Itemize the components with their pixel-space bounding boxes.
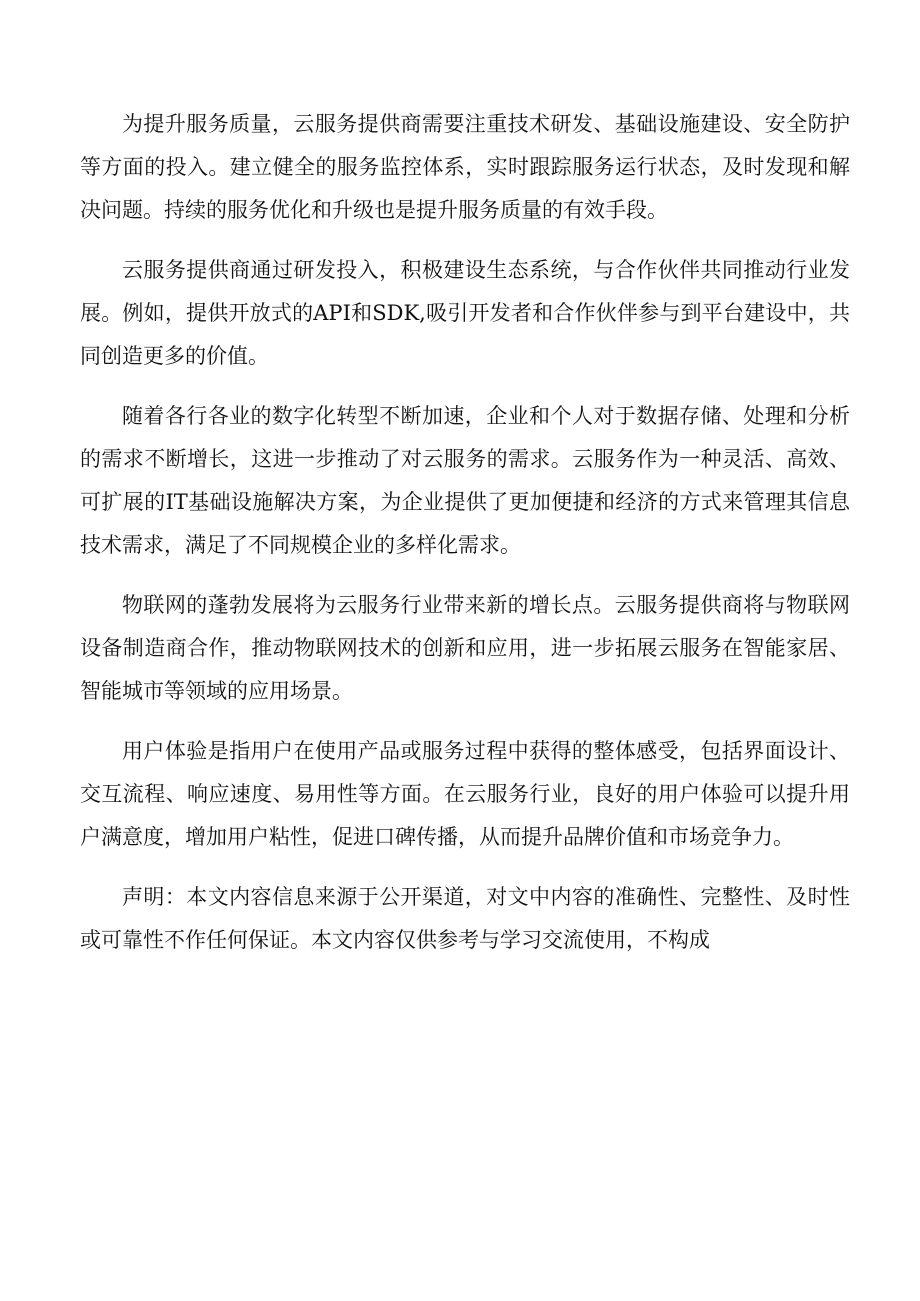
paragraph-user-experience: 用户体验是指用户在使用产品或服务过程中获得的整体感受，包括界面设计、交互流程、响应速度、易用性等方面。在云服务行业，良好的用户体验可以提升用户满意度，增加用户粘性，促进口碑传播，从而提升品牌价值和市场竞争力。	[80, 739, 850, 849]
paragraph-iot: 物联网的蓬勃发展将为云服务行业带来新的增长点。云服务提供商将与物联网设备制造商合作，推动物联网技术的创新和应用，进一步拓展云服务在智能家居、智能城市等领域的应用场景。	[80, 593, 850, 703]
paragraph-service-quality: 为提升服务质量，云服务提供商需要注重技术研发、基础设施建设、安全防护等方面的投入。建立健全的服务监控体系，实时跟踪服务运行状态，及时发现和解决问题。持续的服务优化和升级也是提升服务质量的有效手段。	[80, 112, 850, 222]
document-body	[80, 103, 850, 979]
paragraph-ecosystem: 云服务提供商通过研发投入，积极建设生态系统，与合作伙伴共同推动行业发展。例如，提供开放式的API和SDK,吸引开发者和合作伙伴参与到平台建设中，共同创造更多的价值。	[80, 258, 850, 368]
paragraph-digital-transformation: 随着各行各业的数字化转型不断加速，企业和个人对于数据存储、处理和分析的需求不断增长，这进一步推动了对云服务的需求。云服务作为一种灵活、高效、可扩展的IT基础设施解决方案，为企业提供了更加便捷和经济的方式来管理其信息技术需求，满足了不同规模企业的多样化需求。	[80, 404, 850, 557]
paragraph-disclaimer: 声明：本文内容信息来源于公开渠道，对文中内容的准确性、完整性、及时性或可靠性不作任何保证。本文内容仅供参考与学习交流使用，不构成	[80, 885, 850, 952]
